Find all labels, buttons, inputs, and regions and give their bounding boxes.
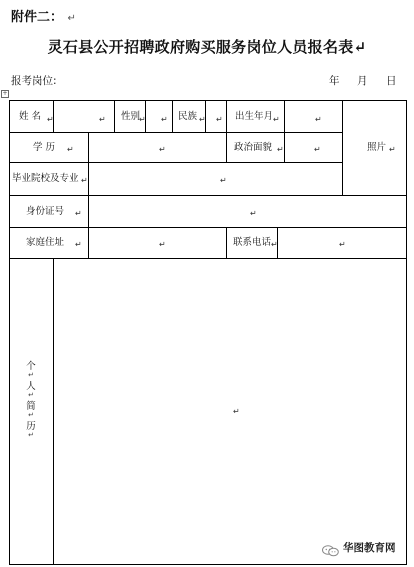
table-border-bottom — [9, 564, 407, 565]
political-status-label: 政治面貌 — [234, 142, 273, 153]
cell-end-mark: ↵ — [315, 115, 322, 124]
cell-end-mark: ↵ — [220, 176, 227, 185]
school-major-input[interactable] — [89, 163, 341, 194]
form-title: 灵石县公开招聘政府购买服务岗位人员报名表↵ — [47, 38, 367, 56]
resume-textarea[interactable] — [54, 259, 405, 563]
cell-end-mark: ↵ — [81, 176, 88, 185]
annex-label: 附件二： ↵ — [11, 10, 76, 25]
cell-end-mark: ↵ — [67, 145, 74, 154]
table-move-handle-icon[interactable]: + — [2, 90, 8, 97]
col-line — [172, 100, 173, 132]
personal-resume-label — [9, 362, 53, 439]
cell-end-mark: ↵ — [75, 240, 82, 249]
cell-end-mark: ↵ — [271, 240, 278, 249]
home-address-input[interactable] — [89, 228, 225, 257]
month-label: 月 — [357, 75, 368, 87]
registration-table — [9, 100, 407, 565]
id-number-input[interactable] — [89, 196, 405, 226]
year-label: 年 — [329, 75, 340, 87]
day-label: 日 — [386, 75, 397, 87]
cell-end-mark: ↵ — [28, 371, 34, 379]
cell-end-mark: ↵ — [273, 115, 280, 124]
phone-label: 联系电话 — [233, 237, 272, 248]
col-line — [114, 100, 115, 132]
gender-label: 性别 — [121, 111, 141, 122]
col-line — [226, 100, 227, 132]
cell-end-mark: ↵ — [159, 145, 166, 154]
resume-char: 简 — [26, 401, 36, 412]
id-number-label: 身份证号 — [26, 206, 65, 217]
school-major-label: 毕业院校及专业 — [12, 173, 79, 184]
resume-char: 人 — [26, 381, 36, 392]
cell-end-mark: ↵ — [233, 407, 240, 416]
cell-end-mark: ↵ — [161, 115, 168, 124]
cell-end-mark: ↵ — [199, 115, 206, 124]
watermark-text: 华图教育网 — [343, 542, 396, 554]
cell-end-mark: ↵ — [28, 411, 34, 419]
cell-end-mark: ↵ — [99, 115, 106, 124]
education-label: 学 历 — [33, 142, 56, 153]
cell-end-mark: ↵ — [47, 115, 54, 124]
table-border-left — [9, 100, 10, 565]
col-line — [226, 132, 227, 162]
cell-end-mark: ↵ — [139, 115, 146, 124]
cell-end-mark: ↵ — [75, 209, 82, 218]
cell-end-mark: ↵ — [314, 145, 321, 154]
ethnicity-label: 民族 — [178, 111, 198, 122]
name-label: 姓 名 — [19, 111, 42, 122]
political-status-input[interactable] — [285, 133, 341, 161]
cell-end-mark: ↵ — [159, 240, 166, 249]
col-line — [226, 227, 227, 258]
cell-end-mark: ↵ — [216, 115, 223, 124]
cell-end-mark: ↵ — [277, 145, 284, 154]
resume-char: 历 — [26, 421, 36, 432]
post-label: 报考岗位: — [11, 75, 57, 87]
cell-end-mark: ↵ — [389, 145, 396, 154]
watermark — [322, 540, 396, 555]
home-address-label: 家庭住址 — [26, 237, 65, 248]
birth-date-label: 出生年月 — [235, 111, 274, 122]
education-input[interactable] — [89, 133, 225, 161]
table-border-right — [406, 100, 407, 565]
cell-end-mark: ↵ — [339, 240, 346, 249]
photo-label: 照片 — [367, 142, 387, 153]
cell-end-mark: ↵ — [28, 431, 34, 439]
paragraph-mark: ↵ — [67, 13, 76, 24]
resume-char: 个 — [26, 361, 36, 372]
cell-end-mark: ↵ — [28, 391, 34, 399]
chat-bubble-icon — [322, 542, 339, 554]
birth-date-input[interactable] — [285, 101, 341, 131]
cell-end-mark: ↵ — [250, 209, 257, 218]
